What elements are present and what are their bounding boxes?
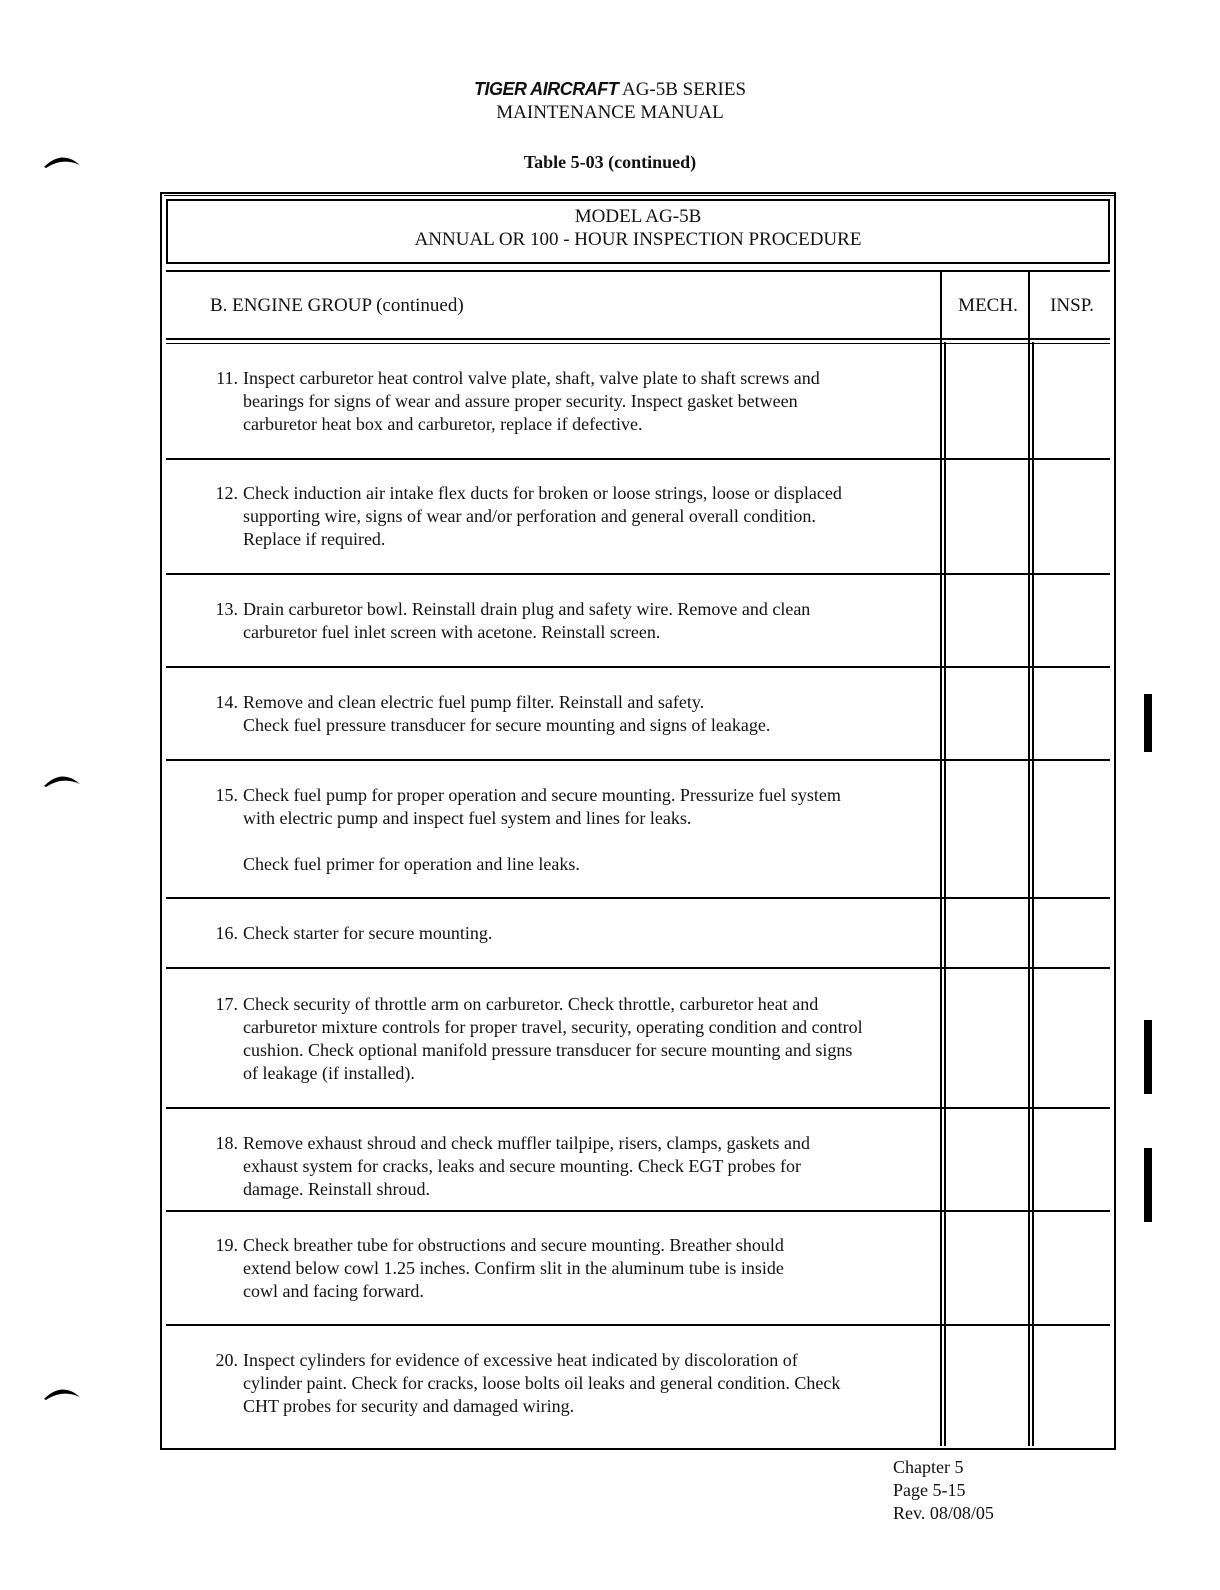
inspection-table — [160, 192, 1116, 1450]
revision-bar — [1144, 1148, 1152, 1222]
item-text — [243, 367, 933, 436]
item-text — [243, 993, 943, 1085]
item-line: Check fuel pressure transducer for secure mounting and signs of leakage. — [243, 715, 771, 735]
revision-bar — [1144, 694, 1152, 752]
item-text — [243, 784, 933, 876]
item-text — [243, 1349, 933, 1418]
item-line: carburetor fuel inlet screen with acetone. Reinstall screen. — [243, 622, 661, 642]
item-number: 13. — [215, 599, 238, 619]
header-line-1 — [0, 78, 1220, 101]
item-number: 16. — [215, 923, 238, 943]
item-line: CHT probes for security and damaged wiring. — [243, 1396, 575, 1416]
series-name: AG-5B SERIES — [621, 79, 747, 100]
item-line: cylinder paint. Check for cracks, loose bolts oil leaks and general condition. Check — [243, 1373, 841, 1393]
item-line: cowl and facing forward. — [243, 1281, 424, 1301]
item-number: 12. — [215, 483, 238, 503]
item-line: extend below cowl 1.25 inches. Confirm slit in the aluminum tube is inside — [243, 1258, 784, 1278]
item-line: Check breather tube for obstructions and secure mounting. Breather should — [243, 1235, 784, 1255]
item-text — [243, 1234, 933, 1303]
item-line: Drain carburetor bowl. Reinstall drain plug and safety wire. Remove and clean — [243, 599, 811, 619]
item-line: Remove and clean electric fuel pump filter. Reinstall and safety. — [243, 692, 705, 712]
item-line: Check starter for secure mounting. — [243, 923, 493, 943]
item-line: damage. Reinstall shroud. — [243, 1179, 430, 1199]
item-line: supporting wire, signs of wear and/or perforation and general overall condition. — [243, 506, 816, 526]
page-footer — [893, 1456, 994, 1525]
header-double-rule — [166, 343, 1110, 344]
chapter-label: Chapter 5 — [893, 1457, 964, 1477]
item-line: with electric pump and inspect fuel system and lines for leaks. — [243, 808, 692, 828]
item-number: 19. — [215, 1235, 238, 1255]
table-title — [166, 199, 1110, 264]
binder-hole-mark-icon — [42, 770, 82, 788]
item-number: 14. — [215, 692, 238, 712]
item-text — [243, 922, 933, 945]
document-header — [0, 78, 1220, 124]
table-caption: Table 5-03 (continued) — [523, 152, 697, 172]
item-line: bearings for signs of wear and assure proper security. Inspect gasket between — [243, 391, 798, 411]
item-line: exhaust system for cracks, leaks and secure mounting. Check EGT probes for — [243, 1156, 802, 1176]
page-number: Page 5-15 — [893, 1480, 966, 1500]
item-line: carburetor mixture controls for proper travel, security, operating condition and control — [243, 1017, 863, 1037]
item-text — [243, 482, 933, 551]
item-text — [243, 1132, 933, 1201]
item-number: 11. — [216, 368, 238, 388]
item-line: carburetor heat box and carburetor, replace if defective. — [243, 414, 643, 434]
binder-hole-mark-icon — [42, 151, 82, 169]
item-text — [243, 598, 933, 644]
model-title: MODEL AG-5B — [574, 206, 702, 227]
item-line: Check induction air intake flex ducts for broken or loose strings, loose or displaced — [243, 483, 842, 503]
column-header-mech: MECH. — [958, 295, 1018, 316]
procedure-title: ANNUAL OR 100 - HOUR INSPECTION PROCEDURE — [414, 229, 862, 250]
column-header-row — [166, 270, 1110, 340]
item-number: 17. — [215, 994, 238, 1014]
binder-hole-mark-icon — [42, 1383, 82, 1401]
group-label: B. ENGINE GROUP (continued) — [210, 295, 464, 316]
revision-date: Rev. 08/08/05 — [893, 1503, 994, 1523]
table-double-rule — [164, 195, 1114, 196]
item-line: cushion. Check optional manifold pressure transducer for secure mounting and signs — [243, 1040, 853, 1060]
revision-bar — [1144, 1020, 1152, 1094]
item-text — [243, 691, 933, 737]
item-line: of leakage (if installed). — [243, 1063, 415, 1083]
item-line: Inspect cylinders for evidence of excessive heat indicated by discoloration of — [243, 1350, 798, 1370]
item-line: Check security of throttle arm on carburetor. Check throttle, carburetor heat and — [243, 994, 819, 1014]
item-line: Check fuel primer for operation and line leaks. — [243, 854, 580, 874]
item-line: Check fuel pump for proper operation and secure mounting. Pressurize fuel system — [243, 785, 841, 805]
item-line: Inspect carburetor heat control valve plate, shaft, valve plate to shaft screws and — [243, 368, 820, 388]
item-line: Remove exhaust shroud and check muffler tailpipe, risers, clamps, gaskets and — [243, 1133, 811, 1153]
item-number: 15. — [215, 785, 238, 805]
column-header-insp: INSP. — [1050, 295, 1094, 316]
manual-title: MAINTENANCE MANUAL — [496, 102, 724, 123]
item-line: Replace if required. — [243, 529, 386, 549]
brand-name: TIGER AIRCRAFT — [473, 79, 619, 99]
item-number: 20. — [215, 1350, 238, 1370]
item-number: 18. — [215, 1133, 238, 1153]
